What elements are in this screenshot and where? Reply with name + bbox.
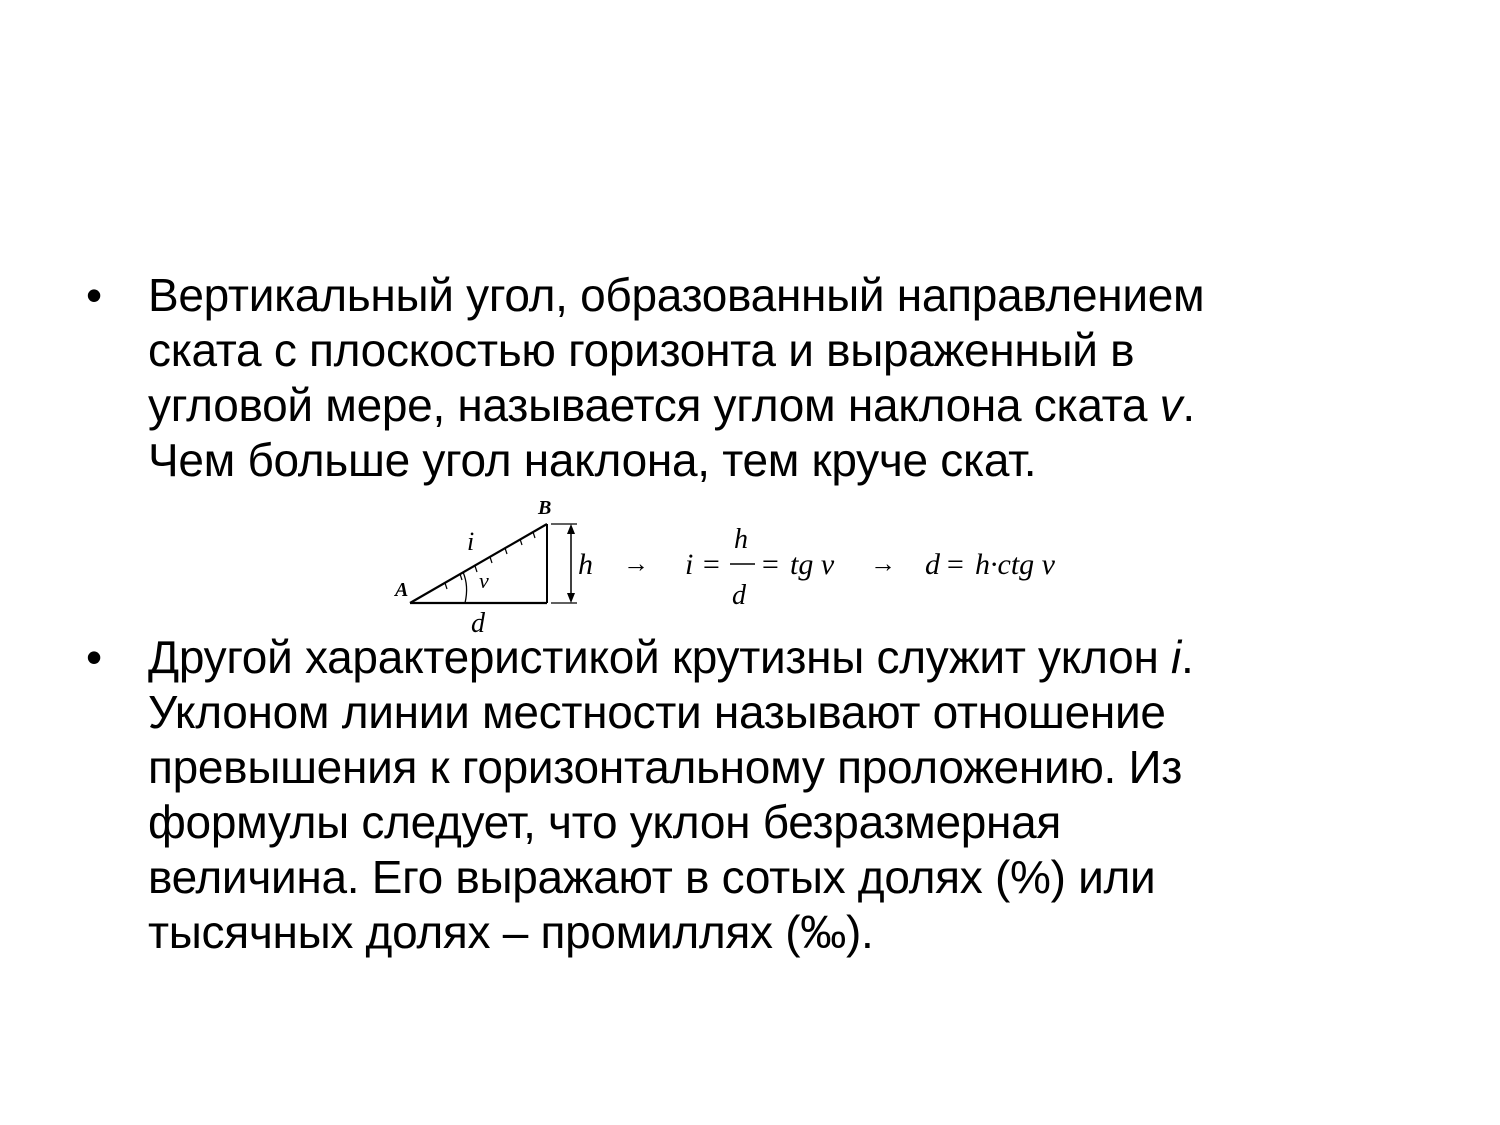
bullet-text <box>148 630 1428 960</box>
formula-i: i <box>685 548 694 581</box>
label-nu: ν <box>479 568 489 593</box>
formula-denominator: d <box>732 580 746 611</box>
text-line: превышения к горизонтальному проложению. Из <box>148 741 1183 793</box>
bullet-marker: • <box>86 631 102 683</box>
formula-arrow-2: → <box>870 549 896 578</box>
text-run: угловой мере, называется углом наклона ската <box>148 379 1160 431</box>
slope-diagram <box>385 492 1105 642</box>
variable-i: i <box>1171 631 1181 683</box>
text-run: . <box>1180 631 1194 683</box>
text-line <box>148 630 1428 685</box>
text-line: величина. Его выражают в сотых долях (%) или <box>148 851 1156 903</box>
label-h: h <box>578 548 593 581</box>
bullet-marker: • <box>86 269 102 321</box>
label-point-a: A <box>395 579 409 601</box>
text-line: тысячных долях – промиллях (‰). <box>148 906 874 958</box>
text-line: формулы следует, что уклон безразмерная <box>148 796 1062 848</box>
formula-d: d <box>925 548 940 581</box>
formula-eq-3: = <box>945 548 966 581</box>
text-line <box>148 378 1428 433</box>
formula-tg: tg ν <box>790 548 835 581</box>
text-line: ската с плоскостью горизонта и выраженный в <box>148 324 1135 376</box>
formula-numerator: h <box>734 524 748 555</box>
angle-arc <box>463 572 467 603</box>
arrow-up-head <box>567 524 575 534</box>
label-d: d <box>471 608 485 639</box>
text-line: Чем больше угол наклона, тем круче скат. <box>148 434 1037 486</box>
text-run: Другой характеристикой крутизны служит уклон <box>148 631 1172 683</box>
variable-v: v <box>1159 379 1183 431</box>
formula-arrow-1: → <box>623 549 649 578</box>
formula-eq-2: = <box>760 548 781 581</box>
formula-hctg: h·ctg ν <box>975 548 1055 581</box>
arrow-down-head <box>567 593 575 603</box>
label-point-b: B <box>538 497 552 519</box>
formula-eq-1: = <box>701 548 722 581</box>
label-i: i <box>467 527 475 556</box>
text-run: . <box>1182 379 1195 431</box>
bullet-text <box>148 268 1428 488</box>
slope-hatching <box>445 532 535 589</box>
text-line: Уклоном линии местности называют отношение <box>148 686 1166 738</box>
text-line: Вертикальный угол, образованный направлением <box>148 269 1205 321</box>
